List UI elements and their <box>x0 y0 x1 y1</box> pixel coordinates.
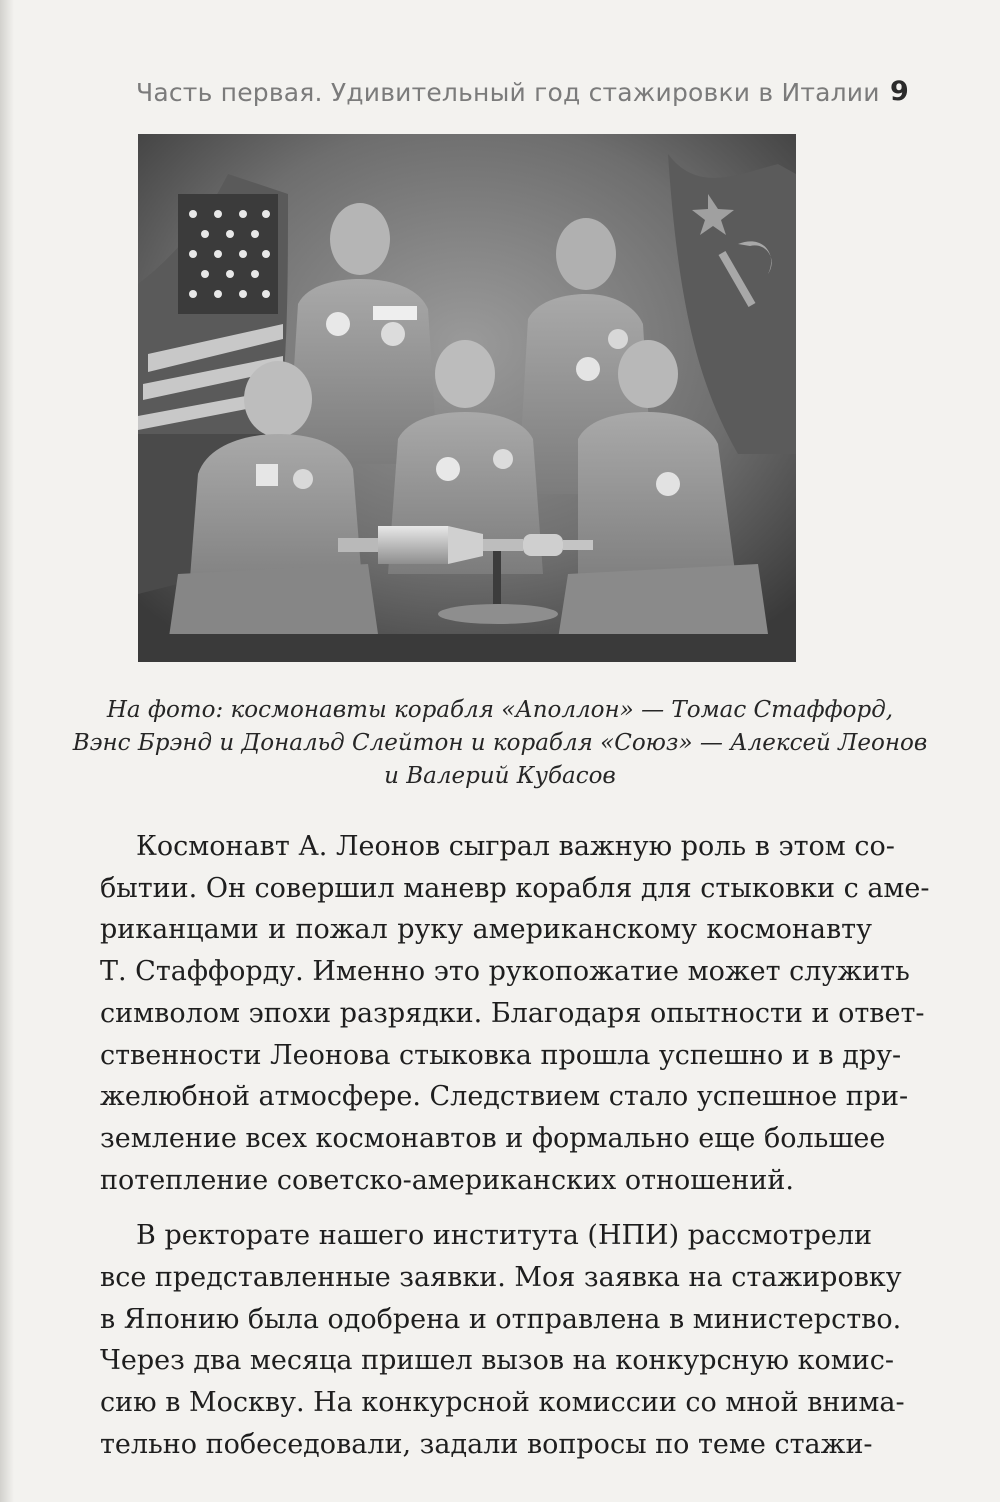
text-line: желюбной атмосфере. Следствием стало успешное при- <box>100 1081 909 1113</box>
paragraph-2 <box>100 1215 905 1465</box>
text-line: все представленные заявки. Моя заявка на стажировку <box>100 1262 902 1294</box>
text-line: символом эпохи разрядки. Благодаря опытности и ответ- <box>100 997 925 1029</box>
text-line: ственности Леонова стыковка прошла успешно и в дру- <box>100 1039 902 1071</box>
crew-photo <box>138 134 796 662</box>
caption-line: и Валерий Кубасов <box>384 763 616 789</box>
text-line: риканцами и пожал руку американскому космонавту <box>100 914 872 946</box>
text-line: земление всех космонавтов и формально еще большее <box>100 1122 886 1154</box>
text-line: потепление советско-американских отношений. <box>100 1164 794 1196</box>
page-number: 9 <box>890 76 909 107</box>
text-line: сию в Москву. На конкурсной комиссии со мной внима- <box>100 1387 905 1419</box>
text-line: Космонавт А. Леонов сыграл важную роль в этом со- <box>136 831 895 862</box>
photo-caption <box>60 694 940 793</box>
body-text <box>100 826 930 1466</box>
spine-shadow <box>0 0 14 1502</box>
caption-line: На фото: космонавты корабля «Аполлон» — Томас Стаффорд, <box>106 697 894 723</box>
text-line: тельно побеседовали, задали вопросы по теме стажи- <box>100 1428 873 1460</box>
running-head <box>100 72 920 116</box>
paragraph-1 <box>100 826 930 1201</box>
text-line: Через два месяца пришел вызов на конкурсную комис- <box>100 1345 894 1377</box>
text-line: бытии. Он совершил маневр корабля для стыковки с аме- <box>100 872 930 904</box>
running-title: Часть первая. Удивительный год стажировки в Италии <box>136 78 880 107</box>
text-line: в Японию была одобрена и отправлена в министерство. <box>100 1303 902 1335</box>
text-line: В ректорате нашего института (НПИ) рассмотрели <box>136 1220 872 1252</box>
text-line: Т. Стаффорду. Именно это рукопожатие может служить <box>100 956 910 988</box>
caption-line: Вэнс Брэнд и Дональд Слейтон и корабля «Союз» — Алексей Леонов <box>72 730 928 756</box>
